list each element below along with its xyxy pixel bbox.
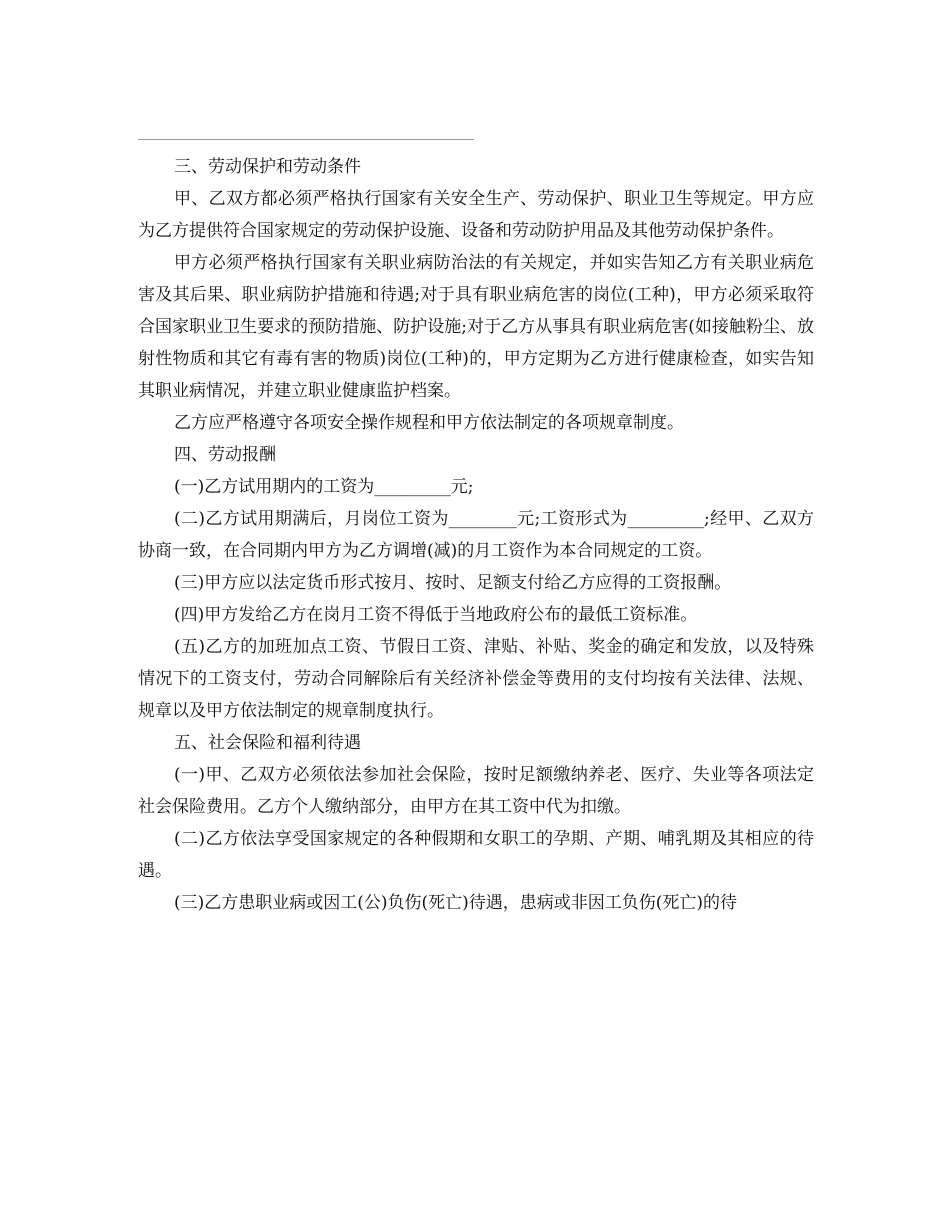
clause-probation-salary: (一)乙方试用期内的工资为_________元; (174, 477, 474, 497)
paragraph-compliance: 乙方应严格遵守各项安全操作规程和甲方依法制定的各项规章制度。 (174, 413, 684, 433)
section-heading-labor-protection: 三、劳动保护和劳动条件 (174, 157, 361, 177)
document-body (138, 151, 814, 919)
header-divider (138, 139, 474, 140)
clause-leave-benefits: (二)乙方依法享受国家规定的各种假期和女职工的孕期、产期、哺乳期及其相应的待遇。 (138, 829, 814, 881)
clause-social-insurance: (一)甲、乙双方必须依法参加社会保险，按时足额缴纳养老、医疗、失业等各项法定社会保险费用。乙方个人缴纳部分，由甲方在其工资中代为扣缴。 (138, 765, 814, 817)
paragraph-safety-rules: 甲、乙双方都必须严格执行国家有关安全生产、劳动保护、职业卫生等规定。甲方应为乙方提供符合国家规定的劳动保护设施、设备和劳动防护用品及其他劳动保护条件。 (138, 189, 814, 241)
clause-payment-method: (三)甲方应以法定货币形式按月、按时、足额支付给乙方应得的工资报酬。 (174, 573, 732, 593)
clause-injury-benefits: (三)乙方患职业病或因工(公)负伤(死亡)待遇，患病或非因工负伤(死亡)的待 (174, 893, 738, 913)
section-heading-remuneration: 四、劳动报酬 (174, 445, 276, 465)
clause-overtime-allowances: (五)乙方的加班加点工资、节假日工资、津贴、补贴、奖金的确定和发放，以及特殊情况下的工资支付，劳动合同解除后有关经济补偿金等费用的支付均按有关法律、法规、规章以及甲方依法制定的规章制度执行。 (138, 637, 814, 721)
section-heading-social-insurance: 五、社会保险和福利待遇 (174, 733, 361, 753)
clause-minimum-wage: (四)甲方发给乙方在岗月工资不得低于当地政府公布的最低工资标准。 (174, 605, 698, 625)
clause-post-salary: (二)乙方试用期满后，月岗位工资为________元;工资形式为_________;经甲、乙双方协商一致，在合同期内甲方为乙方调增(减)的月工资作为本合同规定的工资。 (138, 509, 814, 561)
paragraph-occupational-disease: 甲方必须严格执行国家有关职业病防治法的有关规定，并如实告知乙方有关职业病危害及其后果、职业病防护措施和待遇;对于具有职业病危害的岗位(工种)，甲方必须采取符合国家职业卫生要求的预防措施、防护设施;对于乙方从事具有职业病危害(如接触粉尘、放射性物质和其它有毒有害的物质)岗位(工种)的，甲方定期为乙方进行健康检查，如实告知其职业病情况，并建立职业健康监护档案。 (138, 253, 814, 401)
